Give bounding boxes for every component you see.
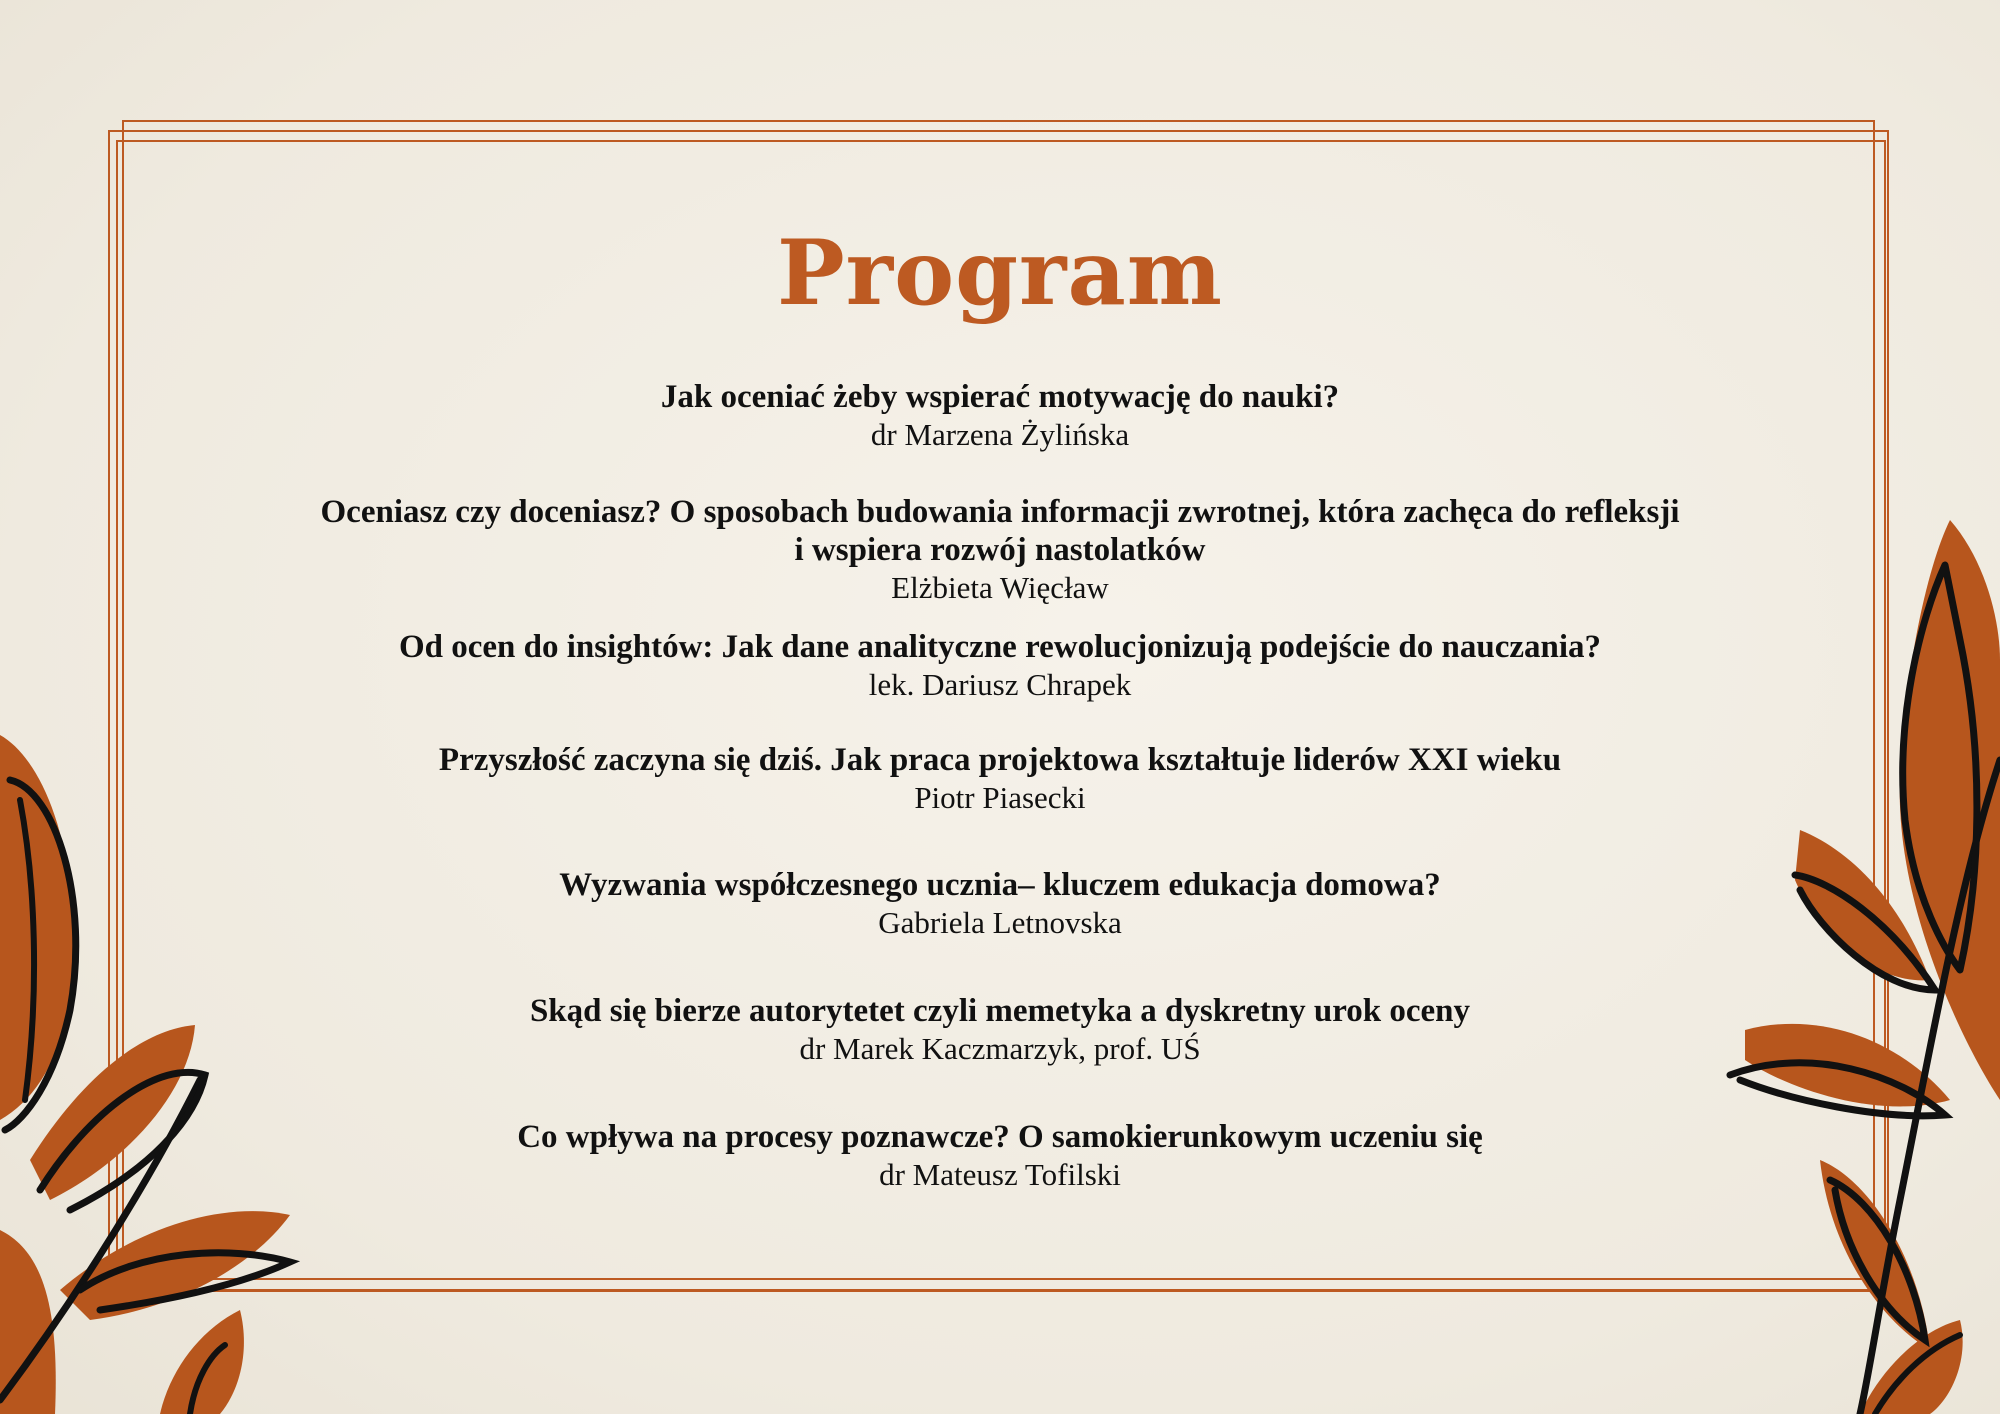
talk-title: Oceniasz czy doceniasz? O sposobach budowania informacji zwrotnej, która zachęca do refleksji: [320, 494, 1680, 530]
left-leaf-fill-1: [0, 735, 73, 1120]
program-item: [250, 493, 1750, 606]
speaker-name: lek. Dariusz Chrapek: [868, 667, 1132, 702]
program-item: [250, 1118, 1750, 1193]
talk-title: Jak oceniać żeby wspierać motywację do nauki?: [660, 379, 1340, 415]
speaker-name: Gabriela Letnovska: [878, 905, 1122, 940]
speaker-name: Piotr Piasecki: [914, 780, 1086, 815]
left-leaf-branch: [0, 735, 290, 1414]
talk-title: Od ocen do insightów: Jak dane analityczne rewolucjonizują podejście do nauczania?: [398, 629, 1602, 665]
page-title: Program: [776, 220, 1223, 326]
talk-title: Co wpływa na procesy poznawcze? O samokierunkowym uczeniu się: [517, 1119, 1483, 1155]
talk-title: Skąd się bierze autorytetet czyli memetyka a dyskretny urok oceny: [529, 993, 1471, 1029]
speaker-name: dr Marzena Żylińska: [870, 417, 1130, 452]
program-item: [250, 628, 1750, 703]
program-item: [250, 378, 1750, 453]
speaker-name: Elżbieta Więcław: [891, 570, 1109, 605]
talk-title-continuation: i wspiera rozwój nastolatków: [794, 532, 1206, 568]
talk-title: Przyszłość zaczyna się dziś. Jak praca projektowa kształtuje liderów XXI wieku: [438, 742, 1562, 778]
program-item: [250, 866, 1750, 941]
speaker-name: dr Mateusz Tofilski: [879, 1157, 1121, 1192]
speaker-name: dr Marek Kaczmarzyk, prof. UŚ: [799, 1031, 1201, 1066]
talk-title: Wyzwania współczesnego ucznia– kluczem edukacja domowa?: [559, 867, 1441, 903]
left-leaf-fill-4: [160, 1310, 244, 1414]
program-item: [250, 741, 1750, 816]
program-item: [250, 992, 1750, 1067]
right-leaf-branch: [1730, 520, 2000, 1414]
